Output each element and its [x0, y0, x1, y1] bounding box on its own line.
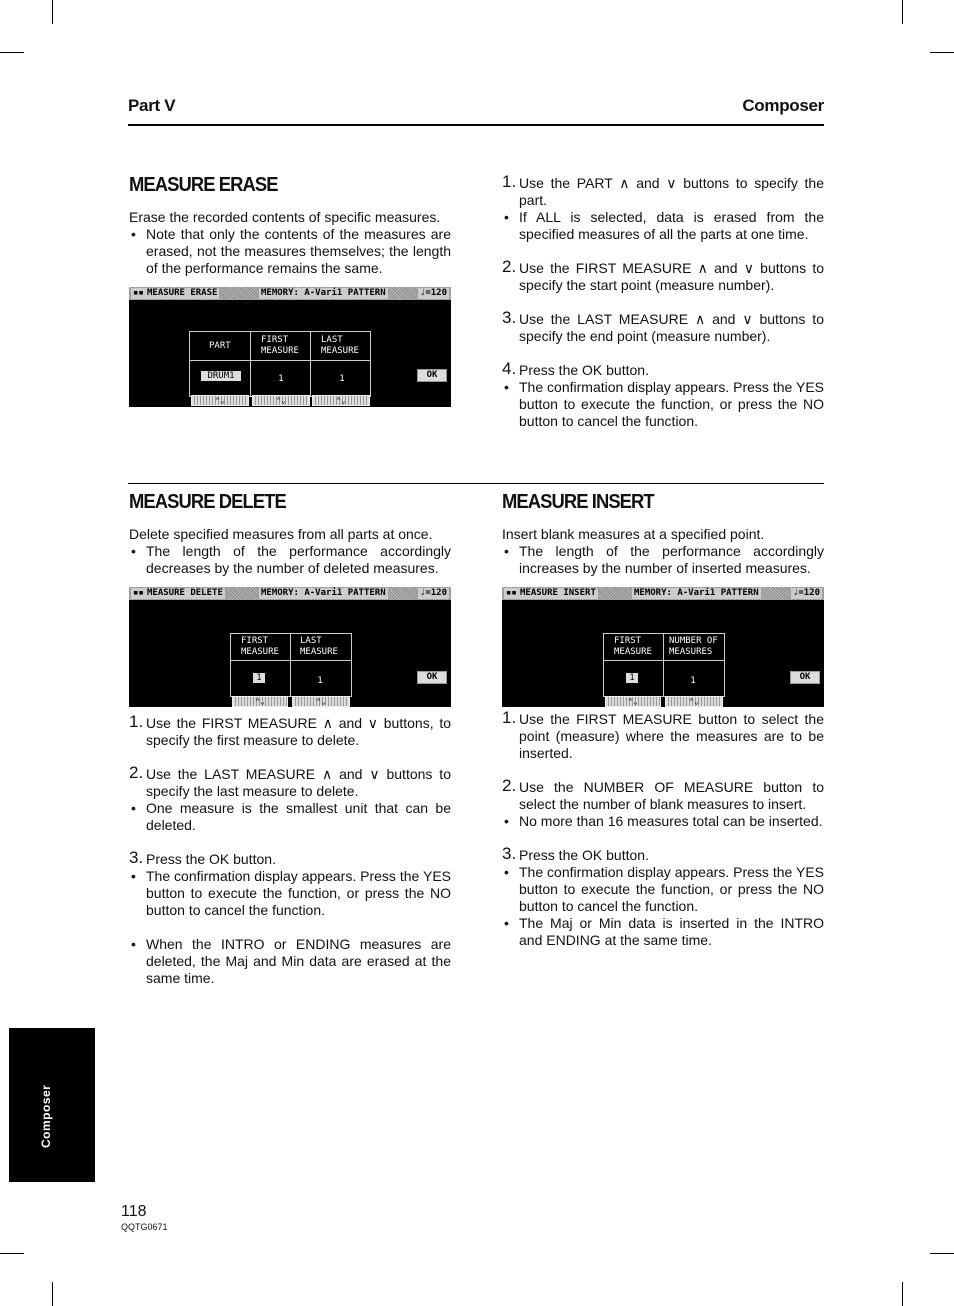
- crop-mark: [930, 1253, 954, 1254]
- last-updown-button[interactable]: ⌃⌄: [312, 395, 370, 406]
- first-updown-button[interactable]: ⌃⌄: [252, 395, 310, 406]
- screen-title: MEASURE INSERT: [520, 588, 596, 598]
- crop-mark: [0, 52, 24, 53]
- screen-icon: ▪▪: [133, 288, 144, 298]
- screen-icon: ▪▪: [133, 588, 144, 598]
- crop-mark: [52, 1282, 53, 1306]
- erase-intro: Erase the recorded contents of specific measures.: [129, 209, 441, 225]
- screen-tempo: ♩=120: [792, 588, 820, 598]
- col-last: LAST: [300, 636, 322, 646]
- erase-title: MEASURE ERASE: [129, 174, 278, 196]
- insert-step-3-bullet-2: • The Maj or Min data is inserted in the INTRO and ENDING at the same time.: [502, 915, 824, 949]
- delete-note: • When the INTRO or ENDING measures are deleted, the Maj and Min data are erased at the same time.: [129, 936, 451, 987]
- col-part: PART: [209, 341, 231, 351]
- delete-step-2: 2. Use the LAST MEASURE ∧ and ∨ buttons to specify the last measure to delete.: [129, 763, 451, 799]
- crop-mark: [0, 1253, 24, 1254]
- screen-title-bar: [502, 587, 824, 600]
- col-number-of: NUMBER OF: [669, 636, 718, 646]
- number-updown-button[interactable]: ⌃⌄: [665, 696, 723, 707]
- header-section: Composer: [742, 96, 824, 115]
- header-part: Part V: [128, 96, 176, 115]
- erase-step-4: 4. Press the OK button.: [502, 359, 649, 378]
- col-first: FIRST: [614, 636, 642, 646]
- insert-section: [502, 490, 824, 949]
- part-updown-button[interactable]: ⌃⌄: [191, 395, 249, 406]
- screen-memory: MEMORY: A-Vari1 PATTERN: [261, 588, 386, 598]
- insert-step-2-bullet: • No more than 16 measures total can be inserted.: [502, 813, 824, 830]
- page-code: QQTG0671: [121, 1222, 168, 1232]
- erase-steps: [502, 172, 824, 430]
- first-updown-button[interactable]: ⌃⌄: [232, 696, 288, 707]
- section-divider: [128, 483, 824, 484]
- side-tab: [9, 1028, 95, 1182]
- delete-section: [129, 490, 451, 987]
- screen-memory: MEMORY: A-Vari1 PATTERN: [634, 588, 759, 598]
- screen-title: MEASURE DELETE: [147, 588, 223, 598]
- col-last-measure: MEASURE: [321, 346, 359, 356]
- first-measure-value[interactable]: 1: [626, 673, 638, 683]
- insert-step-1: 1. Use the FIRST MEASURE button to select the point (measure) where the measures are to be inserted.: [502, 708, 824, 761]
- number-of-measures-value[interactable]: 1: [690, 676, 696, 686]
- erase-bullet: • Note that only the contents of the measures are erased, not the measures themselves; the length of the performance remains the same.: [129, 226, 451, 277]
- page-number: 118: [121, 1203, 147, 1220]
- screen-memory: MEMORY: A-Vari1 PATTERN: [261, 288, 386, 298]
- insert-intro: Insert blank measures at a specified point.: [502, 526, 765, 542]
- insert-step-3: 3. Press the OK button.: [502, 844, 649, 863]
- insert-bullet: • The length of the performance accordingly increases by the number of inserted measures.: [502, 543, 824, 577]
- col-measures: MEASURES: [669, 647, 713, 657]
- delete-step-2-bullet: • One measure is the smallest unit that can be deleted.: [129, 800, 451, 834]
- screen-tempo: ♩=120: [419, 588, 447, 598]
- erase-step-2: 2. Use the FIRST MEASURE ∧ and ∨ buttons to specify the start point (measure number).: [502, 257, 824, 293]
- erase-step-1-bullet: • If ALL is selected, data is erased from the specified measures of all the parts at one time.: [502, 209, 824, 243]
- screen-icon: ▪▪: [506, 588, 517, 598]
- col-last: LAST: [321, 335, 343, 345]
- insert-screen: [502, 587, 824, 707]
- screen-tempo: ♩=120: [419, 288, 447, 298]
- insert-step-3-bullet-1: • The confirmation display appears. Press the YES button to execute the function, or press the NO button to cancel the function.: [502, 864, 824, 915]
- col-first: FIRST: [241, 636, 269, 646]
- last-updown-button[interactable]: ⌃⌄: [292, 696, 350, 707]
- erase-section: [129, 173, 451, 415]
- first-measure-value[interactable]: 1: [253, 673, 265, 683]
- ok-button[interactable]: OK: [417, 671, 447, 684]
- screen-title-bar: [129, 287, 451, 300]
- delete-step-1: 1. Use the FIRST MEASURE ∧ and ∨ buttons, to specify the first measure to delete.: [129, 712, 451, 748]
- ok-button[interactable]: OK: [417, 369, 447, 382]
- col-last-measure: MEASURE: [300, 647, 338, 657]
- crop-mark: [930, 52, 954, 53]
- delete-title: MEASURE DELETE: [129, 491, 286, 513]
- delete-bullet: • The length of the performance accordingly decreases by the number of deleted measures.: [129, 543, 451, 577]
- header-rule: [128, 124, 824, 126]
- delete-intro: Delete specified measures from all parts at once.: [129, 526, 433, 542]
- first-updown-button[interactable]: ⌃⌄: [605, 696, 661, 707]
- last-measure-value[interactable]: 1: [317, 676, 323, 686]
- col-first-measure: MEASURE: [614, 647, 652, 657]
- crop-mark: [902, 1282, 903, 1306]
- screen-title-bar: [129, 587, 451, 600]
- screen-title: MEASURE ERASE: [147, 288, 218, 298]
- side-tab-label: Composer: [39, 1084, 53, 1148]
- insert-step-2: 2. Use the NUMBER OF MEASURE button to select the number of blank measures to insert.: [502, 776, 824, 812]
- delete-step-3: 3. Press the OK button.: [129, 848, 276, 867]
- delete-screen: [129, 587, 451, 707]
- ok-button[interactable]: OK: [790, 671, 820, 684]
- erase-step-3: 3. Use the LAST MEASURE ∧ and ∨ buttons to specify the end point (measure number).: [502, 308, 824, 344]
- first-measure-value[interactable]: 1: [278, 374, 284, 384]
- erase-step-1: 1. Use the PART ∧ and ∨ buttons to specify the part.: [502, 172, 824, 208]
- erase-step-4-bullet: • The confirmation display appears. Press the YES button to execute the function, or press the NO button to cancel the function.: [502, 379, 824, 430]
- col-first-measure: MEASURE: [261, 346, 299, 356]
- erase-screen: [129, 287, 451, 407]
- crop-mark: [52, 0, 53, 24]
- part-value[interactable]: DRUM1: [201, 371, 241, 381]
- last-measure-value[interactable]: 1: [339, 374, 345, 384]
- insert-title: MEASURE INSERT: [502, 491, 654, 513]
- crop-mark: [902, 0, 903, 24]
- delete-step-3-bullet: • The confirmation display appears. Press the YES button to execute the function, or press the NO button to cancel the function.: [129, 868, 451, 919]
- col-first: FIRST: [261, 335, 289, 345]
- col-first-measure: MEASURE: [241, 647, 279, 657]
